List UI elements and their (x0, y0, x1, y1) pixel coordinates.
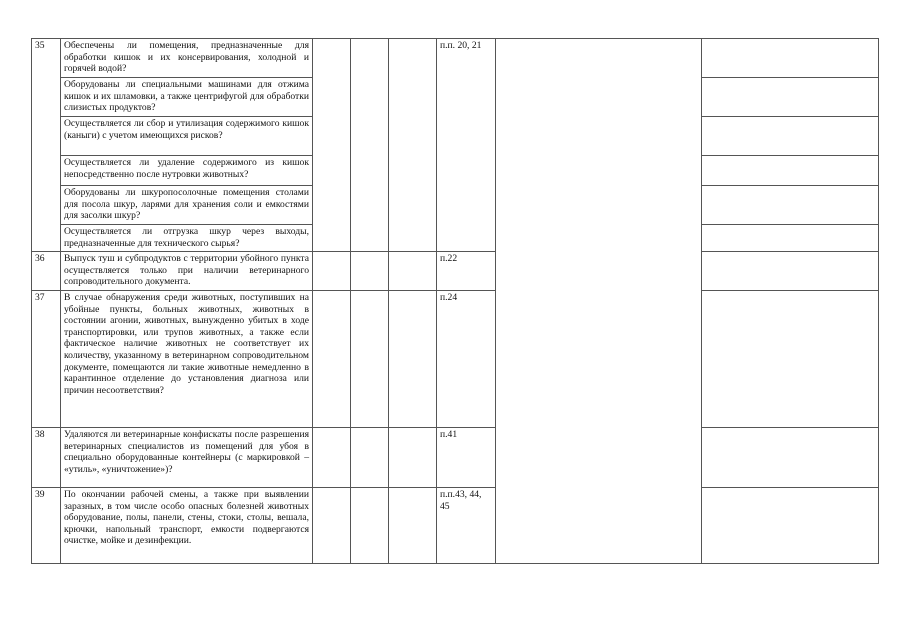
checklist-table (31, 38, 879, 564)
row-number: 37 (32, 291, 61, 428)
notes-cell (702, 252, 879, 291)
notes-cell (702, 291, 879, 428)
table-row (32, 488, 879, 564)
notes-cell (702, 117, 879, 156)
notes-cell (702, 156, 879, 186)
answer-no-cell (351, 428, 389, 488)
answer-no-cell (351, 488, 389, 564)
notes-cell (702, 39, 879, 78)
answer-yes-cell (313, 252, 351, 291)
answer-no-cell (351, 291, 389, 428)
answer-na-cell (389, 39, 437, 252)
notes-cell (702, 78, 879, 117)
question-text: Осуществляется ли отгрузка шкур через выходы, предназначенные для технического сырья? (61, 225, 313, 252)
table-row (32, 39, 879, 78)
question-text: Удаляются ли ветеринарные конфискаты после разрешения ветеринарных специалистов из помещений для убоя в специально оборудованные контейнеры (с маркировкой – «утиль», «уничтожение»)? (61, 428, 313, 488)
row-number: 35 (32, 39, 61, 252)
row-number: 39 (32, 488, 61, 564)
answer-yes-cell (313, 291, 351, 428)
answer-yes-cell (313, 488, 351, 564)
answer-na-cell (389, 488, 437, 564)
notes-cell (702, 488, 879, 564)
answer-yes-cell (313, 39, 351, 252)
requirement-reference: п.п. 20, 21 (437, 39, 496, 252)
question-text: По окончании рабочей смены, а также при выявлении заразных, в том числе особо опасных болезней животных оборудование, полы, панели, стены, стоки, столы, вешала, крючки, напольный транспорт, емкости подвергаются очистке, мойке и дезинфекции. (61, 488, 313, 564)
question-text: Обеспечены ли помещения, предназначенные для обработки кишок и их консервирования, холодной и горячей водой? (61, 39, 313, 78)
notes-cell (702, 428, 879, 488)
requirement-reference: п.41 (437, 428, 496, 488)
question-text: Осуществляется ли сбор и утилизация содержимого кишок (каныги) с учетом имеющихся рисков? (61, 117, 313, 156)
answer-yes-cell (313, 428, 351, 488)
question-text: Оборудованы ли шкуропосолочные помещения столами для посола шкур, ларями для хранения соли и емкостями для засолки шкур? (61, 186, 313, 225)
answer-no-cell (351, 39, 389, 252)
notes-cell (702, 186, 879, 225)
row-number: 38 (32, 428, 61, 488)
requirement-reference: п.п.43, 44, 45 (437, 488, 496, 564)
question-text: Оборудованы ли специальными машинами для отжима кишок и их шламовки, а также центрифугой для обработки слизистых продуктов? (61, 78, 313, 117)
question-text: Осуществляется ли удаление содержимого из кишок непосредственно после нутровки животных? (61, 156, 313, 186)
answer-na-cell (389, 428, 437, 488)
question-text: В случае обнаружения среди животных, поступивших на убойные пункты, больных животных, животных в состоянии агонии, животных, вынужденно убитых в ходе транспортировки, или трупов животных, а также если фактическое наличие животных не соответствует их количеству, указанному в ветеринарном сопроводительном документе, помещаются ли такие животные немедленно в карантинное отделение до установления диагноза или причин несоответствия? (61, 291, 313, 428)
row-number: 36 (32, 252, 61, 291)
answer-no-cell (351, 252, 389, 291)
question-text: Выпуск туш и субпродуктов с территории убойного пункта осуществляется только при наличии ветеринарного сопроводительного документа. (61, 252, 313, 291)
table-row (32, 291, 879, 428)
requirement-reference: п.24 (437, 291, 496, 428)
legal-basis-cell (496, 39, 702, 564)
notes-cell (702, 225, 879, 252)
requirement-reference: п.22 (437, 252, 496, 291)
answer-na-cell (389, 291, 437, 428)
answer-na-cell (389, 252, 437, 291)
table-row (32, 252, 879, 291)
table-row (32, 428, 879, 488)
